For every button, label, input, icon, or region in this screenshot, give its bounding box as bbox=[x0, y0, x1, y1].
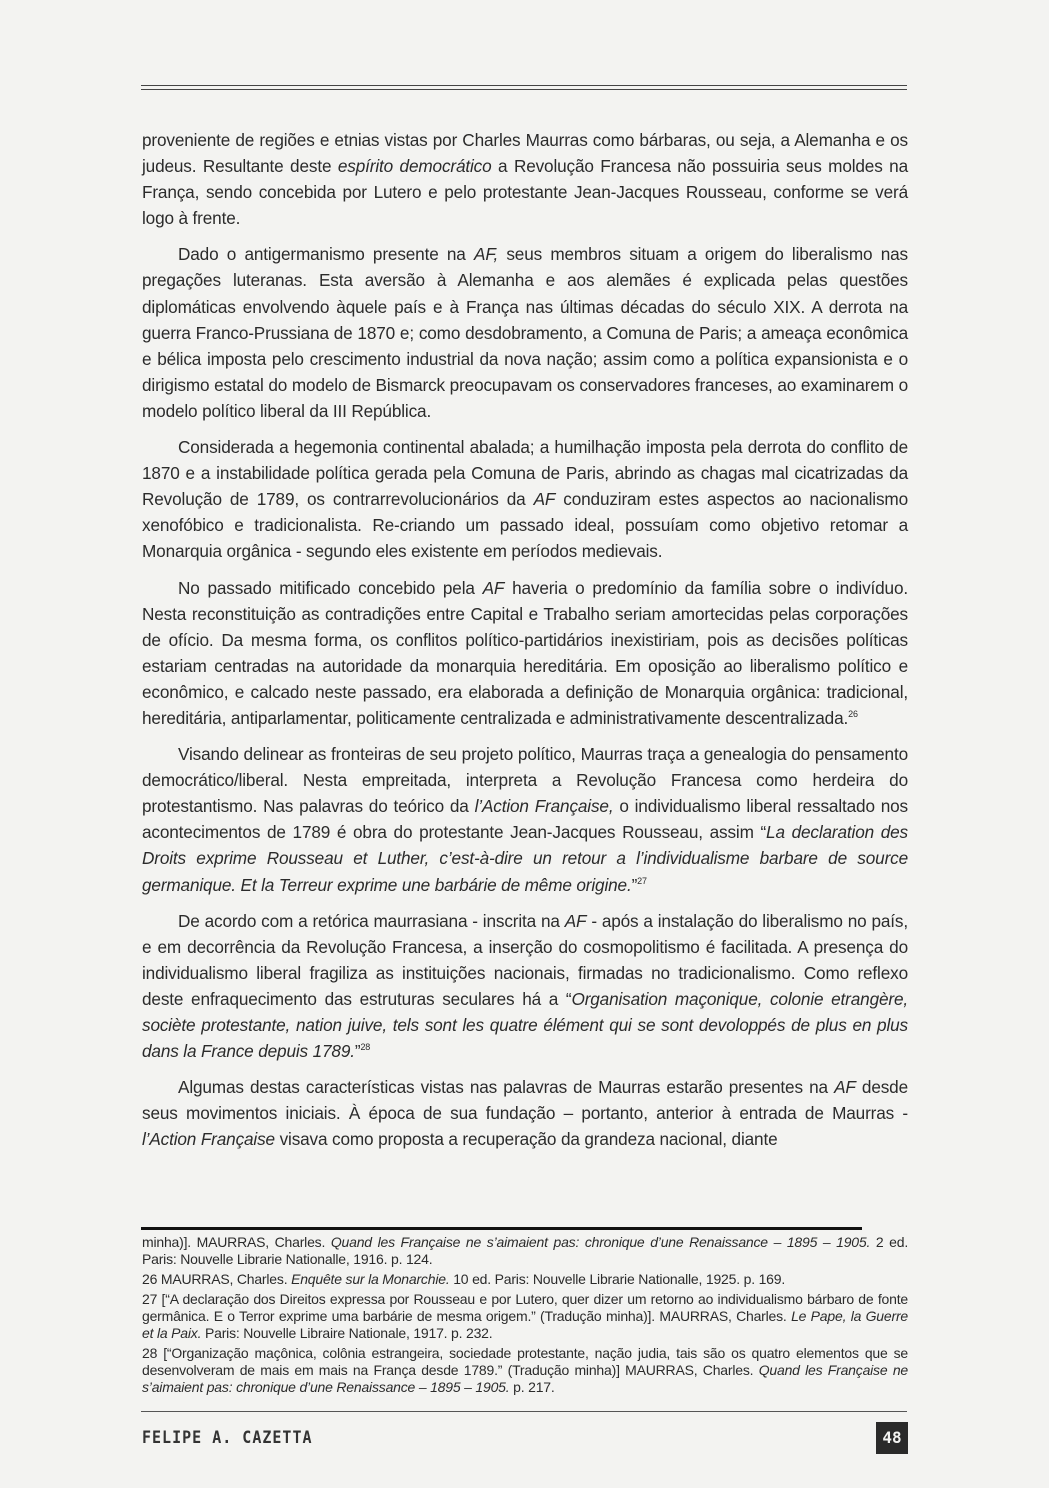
italic-text: AF bbox=[533, 489, 556, 510]
footnote bbox=[142, 1345, 908, 1396]
italic-text: Quand les Française ne s’aimaient pas: chronique d’une Renaissance – 1895 – 1905. bbox=[330, 1234, 871, 1250]
text-run: Paris: Nouvelle Libraire Nationale, 1917. p. 232. bbox=[201, 1325, 493, 1341]
text-run: 27 [“A declaração dos Direitos expressa por Rousseau e por Lutero, quer dizer um retorno ao individualismo bárbaro de fonte germânica. E o Terror exprime uma barbárie de mesma origem.” (Tradução minha)]. MAURRAS, Charles. bbox=[142, 1291, 908, 1324]
italic-text: Enquête sur la Monarchie. bbox=[291, 1271, 450, 1287]
italic-text: La declaration des Droits exprime Rousseau et Luther, c’est-à-dire un retour a l’individualisme barbare de source germanique. Et la Terreur exprime une barbárie de même origine. bbox=[142, 822, 908, 895]
text-run: - após a instalação do liberalismo no país, e em decorrência da Revolução Francesa, a inserção do cosmopolitismo é facilitada. A presença do individualismo liberal fragiliza as instituições nacionais, firmadas no tradicionalismo. Como reflexo deste enfraquecimento das estruturas seculares há a “ bbox=[142, 910, 908, 1009]
text-run: haveria o predomínio da família sobre o indivíduo. Nesta reconstituição as contradições entre Capital e Trabalho seriam amortecidas pelas corporações de ofício. Da mesma forma, os conflitos político-partidários inexistiriam, pois as decisões políticas estariam centradas na autoridade da monarquia hereditária. Em oposição ao liberalismo político e econômico, e calcado neste passado, era elaborada a definição de Monarquia orgânica: tradicional, hereditária, antiparlamentar, politicamente centralizada e administrativamente descentralizada. bbox=[142, 577, 908, 728]
header-double-rule bbox=[141, 85, 907, 90]
text-run: Algumas destas características vistas nas palavras de Maurras estarão presentes na bbox=[178, 1077, 835, 1098]
text-run: Visando delinear as fronteiras de seu projeto político, Maurras traça a genealogia do pensamento democrático/liberal. Nesta empreitada, interpreta a Revolução Francesa como herdeira do protestantismo. Nas palavras do teórico da bbox=[142, 744, 908, 817]
page-number: 48 bbox=[876, 1422, 908, 1454]
paragraph bbox=[142, 575, 908, 732]
italic-text: AF bbox=[564, 910, 587, 931]
text-run: De acordo com a retórica maurrasiana - inscrita na bbox=[178, 910, 565, 931]
footnote bbox=[142, 1271, 908, 1288]
italic-text: AF bbox=[482, 577, 505, 598]
footnote-ref: 26 bbox=[848, 708, 858, 719]
text-run: o individualismo liberal ressaltado nos acontecimentos de 1789 é obra do protestante Jean-Jacques Rousseau, assim “ bbox=[142, 796, 908, 843]
text-run: minha)]. MAURRAS, Charles. bbox=[142, 1234, 331, 1250]
text-run: 28 [“Organização maçônica, colônia estrangeira, sociedade protestante, nação judia, tais são os quatro elementos que se desenvolveram de mais em mais na França desde 1789.” (Tradução minha)] MAURRAS, Charles. bbox=[142, 1345, 908, 1378]
paragraph bbox=[142, 908, 908, 1065]
footnote-separator bbox=[141, 1227, 862, 1230]
body-text bbox=[142, 127, 908, 1162]
footer-author: FELIPE A. CAZETTA bbox=[142, 1426, 313, 1448]
italic-text: Organisation maçonique, colonie etrangère, sociète protestante, nation juive, tels sont les quatre élément qui se sont devoloppés de plus en plus dans la France depuis 1789. bbox=[142, 988, 908, 1062]
footnote bbox=[142, 1234, 908, 1268]
text-run: visava como proposta a recuperação da grandeza nacional, diante bbox=[274, 1129, 778, 1150]
paragraph bbox=[142, 241, 908, 424]
text-run: Dado o antigermanismo presente na bbox=[178, 244, 474, 265]
footnotes bbox=[142, 1234, 908, 1399]
paragraph bbox=[142, 434, 908, 564]
paragraph bbox=[142, 1074, 908, 1152]
footnote bbox=[142, 1291, 908, 1342]
italic-text: AF bbox=[834, 1077, 856, 1098]
text-run: 26 MAURRAS, Charles. bbox=[142, 1271, 292, 1287]
footnote-ref: 28 bbox=[360, 1042, 371, 1053]
footnote-ref: 27 bbox=[637, 875, 647, 886]
text-run: Considerada a hegemonia continental abalada; a humilhação imposta pela derrota do conflito de 1870 e a instabilidade política gerada pela Comuna de Paris, abrindo as chagas mal cicatrizadas da Revolução de 1789, os contrarrevolucionários da bbox=[142, 437, 908, 510]
text-run: ” bbox=[354, 1041, 361, 1062]
text-run: desde seus movimentos iniciais. À época de sua fundação – portanto, anterior à entrada de Maurras - bbox=[142, 1077, 908, 1124]
italic-text: Quand les Française ne s’aimaient pas: chronique d’une Renaissance – 1895 – 1905. bbox=[142, 1362, 908, 1395]
italic-text: l’Action Française, bbox=[474, 796, 614, 817]
paragraph bbox=[142, 741, 908, 898]
text-run: No passado mitificado concebido pela bbox=[178, 577, 483, 598]
italic-text: espírito democrático bbox=[337, 156, 492, 177]
text-run: proveniente de regiões e etnias vistas por Charles Maurras como bárbaras, ou seja, a Alemanha e os judeus. Resultante deste bbox=[142, 130, 908, 177]
italic-text: AF, bbox=[474, 244, 499, 265]
text-run: conduziram estes aspectos ao nacionalismo xenofóbico e tradicionalista. Re-criando um passado ideal, possuíam como objetivo retomar a Monarquia orgânica - segundo eles existente em períodos medievais. bbox=[142, 489, 908, 562]
text-run: seus membros situam a origem do liberalismo nas pregações luteranas. Esta aversão à Alemanha e aos alemães é explicada pelas questões diplomáticas envolvendo àquele país e à França nas últimas décadas do século XIX. A derrota na guerra Franco-Prussiana de 1870 e; como desdobramento, a Comuna de Paris; a ameaça econômica e bélica imposta pelo crescimento industrial da nova nação; assim como a política expansionista e o dirigismo estatal do modelo de Bismarck preocupavam os conservadores franceses, ao examinarem o modelo político liberal da III República. bbox=[142, 244, 908, 421]
text-run: a Revolução Francesa não possuiria seus moldes na França, sendo concebida por Lutero e pelo protestante Jean-Jacques Rousseau, conforme se verá logo à frente. bbox=[142, 156, 908, 229]
italic-text: l’Action Française bbox=[142, 1129, 275, 1150]
text-run: p. 217. bbox=[509, 1379, 555, 1395]
paragraph bbox=[142, 127, 908, 231]
text-run: ” bbox=[631, 874, 638, 895]
text-run: 10 ed. Paris: Nouvelle Librarie Nationalle, 1925. p. 169. bbox=[449, 1271, 786, 1287]
italic-text: Le Pape, la Guerre et la Paix. bbox=[142, 1308, 908, 1341]
footer-rule bbox=[141, 1411, 907, 1412]
text-run: 2 ed. Paris: Nouvelle Librarie Nationalle, 1916. p. 124. bbox=[142, 1234, 909, 1267]
